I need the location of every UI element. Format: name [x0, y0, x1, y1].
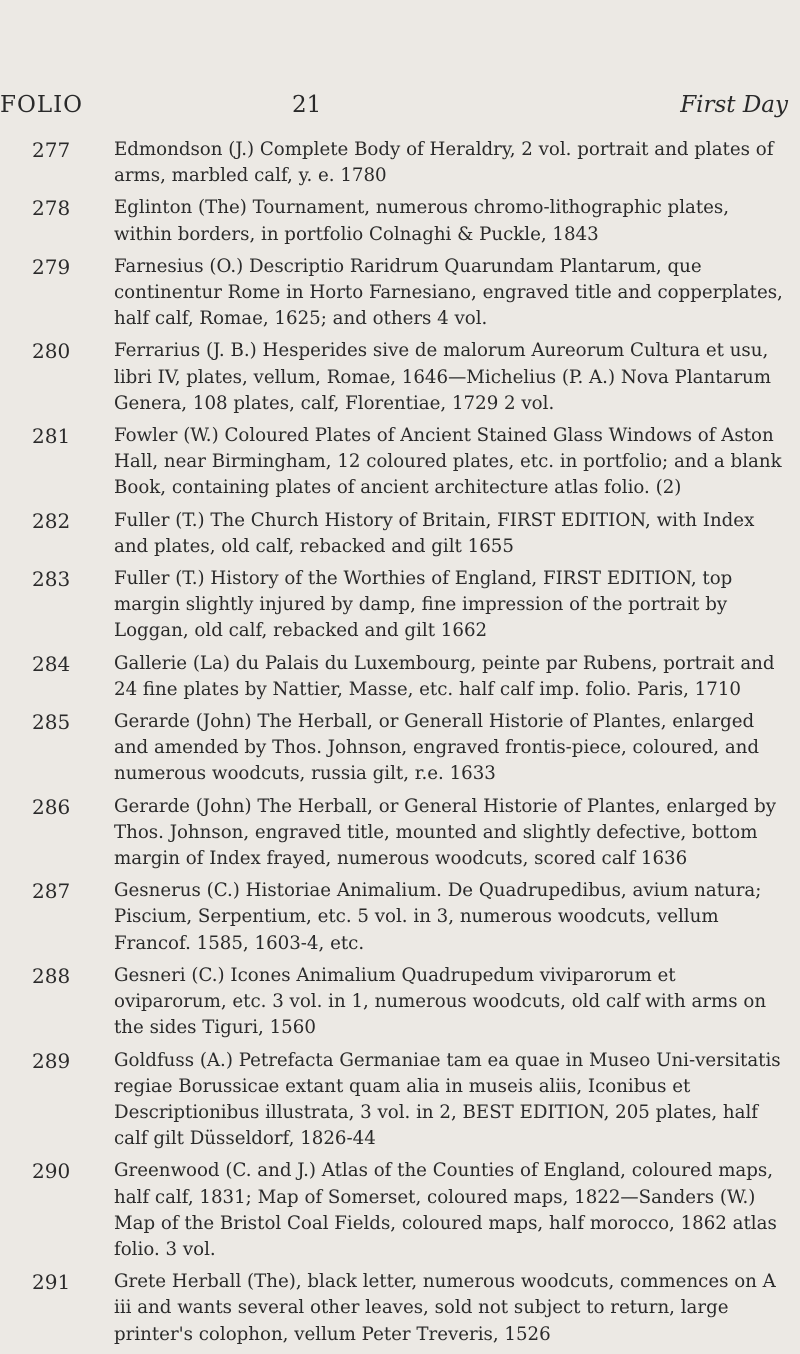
day-label: First Day — [680, 92, 788, 118]
lot-description: Goldfuss (A.) Petrefacta Germaniae tam ea quae in Museo Uni-versitatis regiae Borussicae extant quam alia in museis aliis, Iconibus et Descriptionibus illustrata, 3 vol. in 2, BEST EDITION, 205 plates, half calf gilt Düsseldorf, 1826-44 — [114, 1049, 781, 1150]
lot-number: 287 — [32, 879, 71, 904]
lot-number: 282 — [32, 508, 71, 533]
lot-description: Gallerie (La) du Palais du Luxembourg, peinte par Rubens, portrait and 24 fine plates by Nattier, Masse, etc. half calf imp. folio. Paris, 1710 — [114, 652, 775, 700]
lot-description: Eglinton (The) Tournament, numerous chromo-lithographic plates, within borders, in portfolio Colnaghi & Puckle, 1843 — [114, 197, 730, 245]
lot-entry — [0, 794, 800, 873]
lot-description: Grete Herball (The), black letter, numerous woodcuts, commences on A iii and wants several other leaves, sold not subject to return, large printer's colophon, vellum Peter Treveris, 1526 — [114, 1271, 776, 1345]
lot-description: Gesnerus (C.) Historiae Animalium. De Quadrupedibus, avium natura; Piscium, Serpentium, etc. 5 vol. in 3, numerous woodcuts, vellum Francof. 1585, 1603-4, etc. — [114, 880, 762, 954]
lot-entry — [0, 709, 800, 788]
lot-description: Ferrarius (J. B.) Hesperides sive de malorum Aureorum Cultura et usu, libri IV, plates, vellum, Romae, 1646—Michelius (P. A.) Nova Plantarum Genera, 108 plates, calf, Florentiae, 1729 2 vol. — [114, 340, 772, 414]
lot-description: Gerarde (John) The Herball, or Generall Historie of Plantes, enlarged and amended by Thos. Johnson, engraved frontis-piece, coloured, and numerous woodcuts, russia gilt, r.e. 1633 — [114, 711, 760, 785]
lot-entry — [0, 423, 800, 502]
lot-number: 291 — [32, 1270, 71, 1295]
lot-number: 285 — [32, 710, 71, 735]
lot-number: 284 — [32, 651, 71, 676]
lot-number: 277 — [32, 138, 71, 162]
lot-description: Farnesius (O.) Descriptio Raridrum Quarundam Plantarum, que continentur Rome in Horto Farnesiano, engraved title and copperplates, half calf, Romae, 1625; and others 4 vol. — [114, 255, 783, 330]
lot-entry — [0, 195, 800, 247]
lot-number: 278 — [32, 196, 71, 221]
lot-entry — [0, 566, 800, 645]
lot-list — [0, 137, 800, 1354]
lot-description: Gesneri (C.) Icones Animalium Quadrupedum viviparorum et oviparorum, etc. 3 vol. in 1, numerous woodcuts, old calf with arms on the sides Tiguri, 1560 — [114, 964, 767, 1039]
lot-description: Greenwood (C. and J.) Atlas of the Counties of England, coloured maps, half calf, 1831; Map of Somerset, coloured maps, 1822—Sanders (W.) Map of the Bristol Coal Fields, coloured maps, half morocco, 1862 atlas folio. 3 vol. — [114, 1160, 777, 1260]
lot-entry — [0, 878, 800, 957]
lot-entry — [0, 254, 800, 333]
lot-number: 286 — [32, 794, 71, 819]
lot-entry — [0, 651, 800, 703]
lot-description: Fowler (W.) Coloured Plates of Ancient Stained Glass Windows of Aston Hall, near Birmingham, 12 coloured plates, etc. in portfolio; and a blank Book, containing plates of ancient architecture atlas folio. (2) — [114, 425, 782, 499]
folio-label: FOLIO — [0, 92, 84, 118]
lot-number: 280 — [32, 339, 71, 364]
lot-entry — [0, 1269, 800, 1348]
page-header — [0, 92, 800, 122]
lot-description: Edmondson (J.) Complete Body of Heraldry, 2 vol. portrait and plates of arms, marbled calf, y. e. 1780 — [114, 139, 774, 187]
page-number: 21 — [292, 92, 322, 118]
lot-number: 281 — [32, 424, 71, 449]
lot-description: Fuller (T.) The Church History of Britain, FIRST EDITION, with Index and plates, old calf, rebacked and gilt 1655 — [114, 509, 755, 557]
lot-number: 288 — [32, 963, 71, 988]
lot-number: 283 — [32, 567, 71, 592]
lot-description: Fuller (T.) History of the Worthies of England, FIRST EDITION, top margin slightly injured by damp, fine impression of the portrait by Loggan, old calf, rebacked and gilt 1662 — [114, 568, 733, 642]
lot-number: 290 — [32, 1159, 71, 1184]
lot-number: 289 — [32, 1048, 71, 1073]
lot-description: Gerarde (John) The Herball, or General Historie of Plantes, enlarged by Thos. Johnson, engraved title, mounted and slightly defective, bottom margin of Index frayed, numerous woodcuts, scored calf 1636 — [114, 795, 777, 870]
lot-entry — [0, 963, 800, 1042]
lot-entry — [0, 1158, 800, 1263]
lot-entry — [0, 508, 800, 560]
lot-number: 279 — [32, 254, 71, 279]
lot-entry — [0, 1048, 800, 1153]
lot-entry — [0, 338, 800, 417]
lot-entry — [0, 137, 800, 189]
